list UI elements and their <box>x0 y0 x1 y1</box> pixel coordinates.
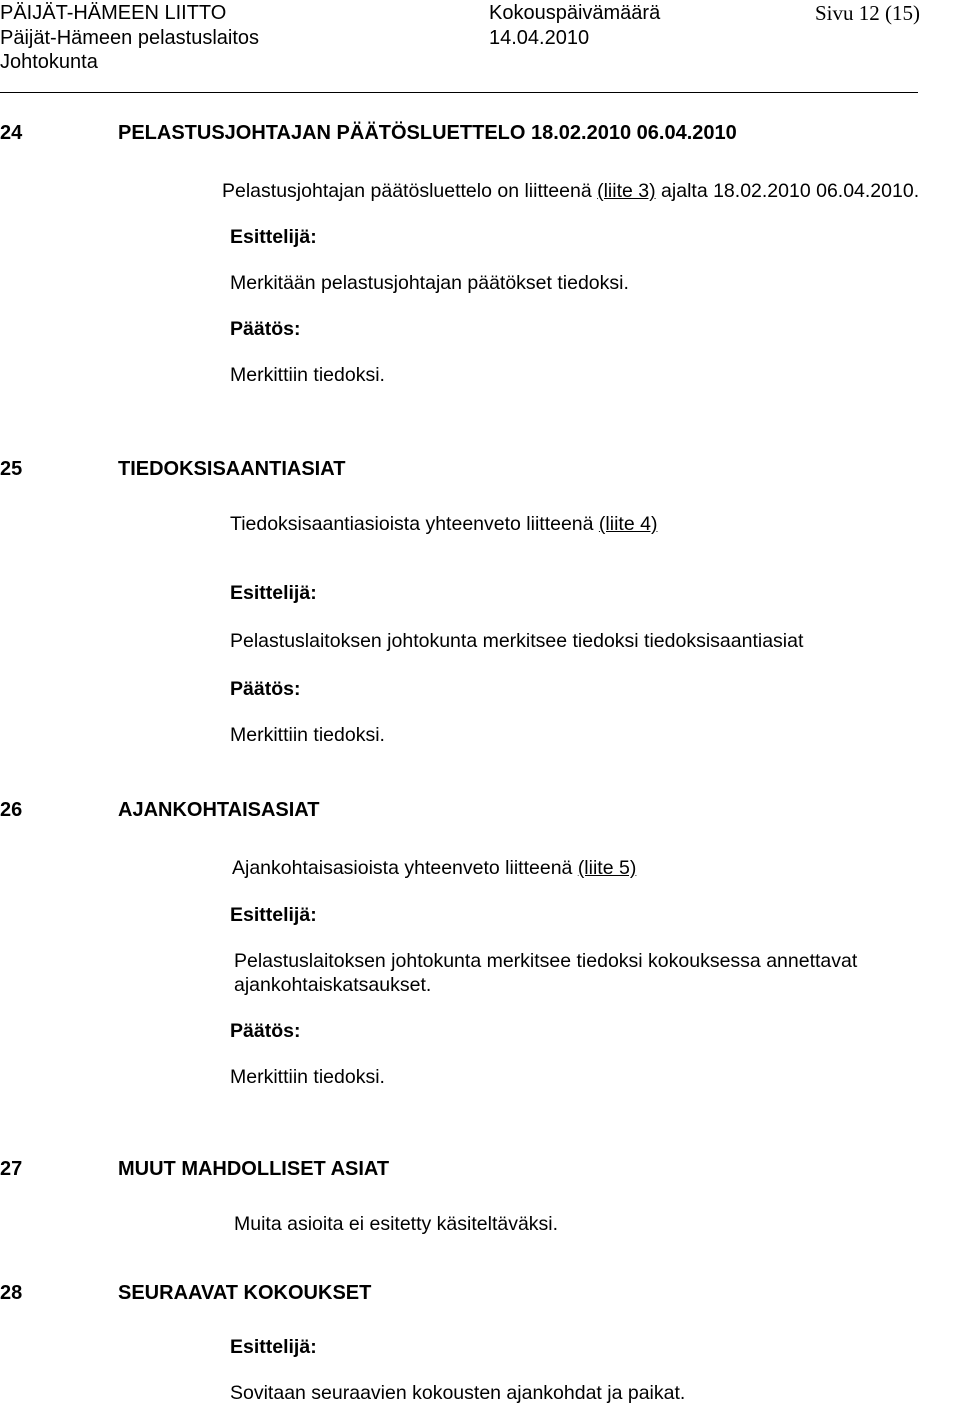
section-25-attachment-link[interactable]: (liite 4) <box>598 513 658 535</box>
section-28-proposal: Sovitaan seuraavien kokousten ajankohdat ja paikat. <box>230 1382 686 1404</box>
section-25-decision: Merkittiin tiedoksi. <box>230 724 385 746</box>
section-24-attachment-link[interactable]: (liite 3) <box>597 180 656 202</box>
section-24-presenter-label: Esittelijä: <box>230 226 317 248</box>
section-25-presenter-label: Esittelijä: <box>230 582 317 604</box>
section-25-intro-text: Tiedoksisaantiasioista yhteenveto liitteenä <box>230 513 594 535</box>
section-25-decision-label: Päätös: <box>230 678 301 700</box>
section-28-presenter-label: Esittelijä: <box>230 1336 317 1358</box>
section-26-decision-label: Päätös: <box>230 1020 301 1042</box>
section-26-proposal-line2: ajankohtaiskatsaukset. <box>234 974 432 996</box>
section-27-text: Muita asioita ei esitetty käsiteltäväksi. <box>234 1213 559 1235</box>
section-26-intro <box>232 857 636 880</box>
section-26-presenter-label: Esittelijä: <box>230 904 317 926</box>
section-28-number: 28 <box>0 1282 23 1304</box>
section-26-decision: Merkittiin tiedoksi. <box>230 1066 385 1088</box>
section-26-title: AJANKOHTAISASIAT <box>118 799 320 821</box>
header-body: Johtokunta <box>0 51 98 73</box>
section-27-number: 27 <box>0 1158 23 1180</box>
section-26-number: 26 <box>0 799 23 821</box>
section-25-number: 25 <box>0 458 23 480</box>
section-26-intro-text: Ajankohtaisasioista yhteenveto liitteenä <box>232 857 573 879</box>
section-24-intro <box>222 180 919 203</box>
section-25-proposal: Pelastuslaitoksen johtokunta merkitsee tiedoksi tiedoksisaantiasiat <box>230 630 804 652</box>
header-date-label: Kokouspäivämäärä <box>489 2 661 24</box>
section-24-intro-text: Pelastusjohtajan päätösluettelo on liitteenä <box>222 180 592 202</box>
section-26-attachment-link[interactable]: (liite 5) <box>577 857 637 879</box>
page-number: Sivu 12 (15) <box>815 1 920 25</box>
section-24-proposal: Merkitään pelastusjohtajan päätökset tiedoksi. <box>230 272 629 294</box>
section-27-title: MUUT MAHDOLLISET ASIAT <box>118 1158 390 1180</box>
section-24-number: 24 <box>0 122 23 144</box>
section-25-intro <box>230 513 657 536</box>
section-26-proposal-line1: Pelastuslaitoksen johtokunta merkitsee tiedoksi kokouksessa annettavat <box>234 950 858 972</box>
section-24-title: PELASTUSJOHTAJAN PÄÄTÖSLUETTELO 18.02.2010 06.04.2010 <box>118 122 737 144</box>
header-divider <box>0 92 918 93</box>
section-28-title: SEURAAVAT KOKOUKSET <box>118 1282 372 1304</box>
section-24-intro-period: ajalta 18.02.2010 06.04.2010. <box>661 180 920 202</box>
section-24-decision-label: Päätös: <box>230 318 301 340</box>
header-org: PÄIJÄT-HÄMEEN LIITTO <box>0 2 227 24</box>
header-date: 14.04.2010 <box>489 27 590 49</box>
header-dept: Päijät-Hämeen pelastuslaitos <box>0 27 260 49</box>
section-24-decision: Merkittiin tiedoksi. <box>230 364 385 386</box>
section-25-title: TIEDOKSISAANTIASIAT <box>118 458 346 480</box>
